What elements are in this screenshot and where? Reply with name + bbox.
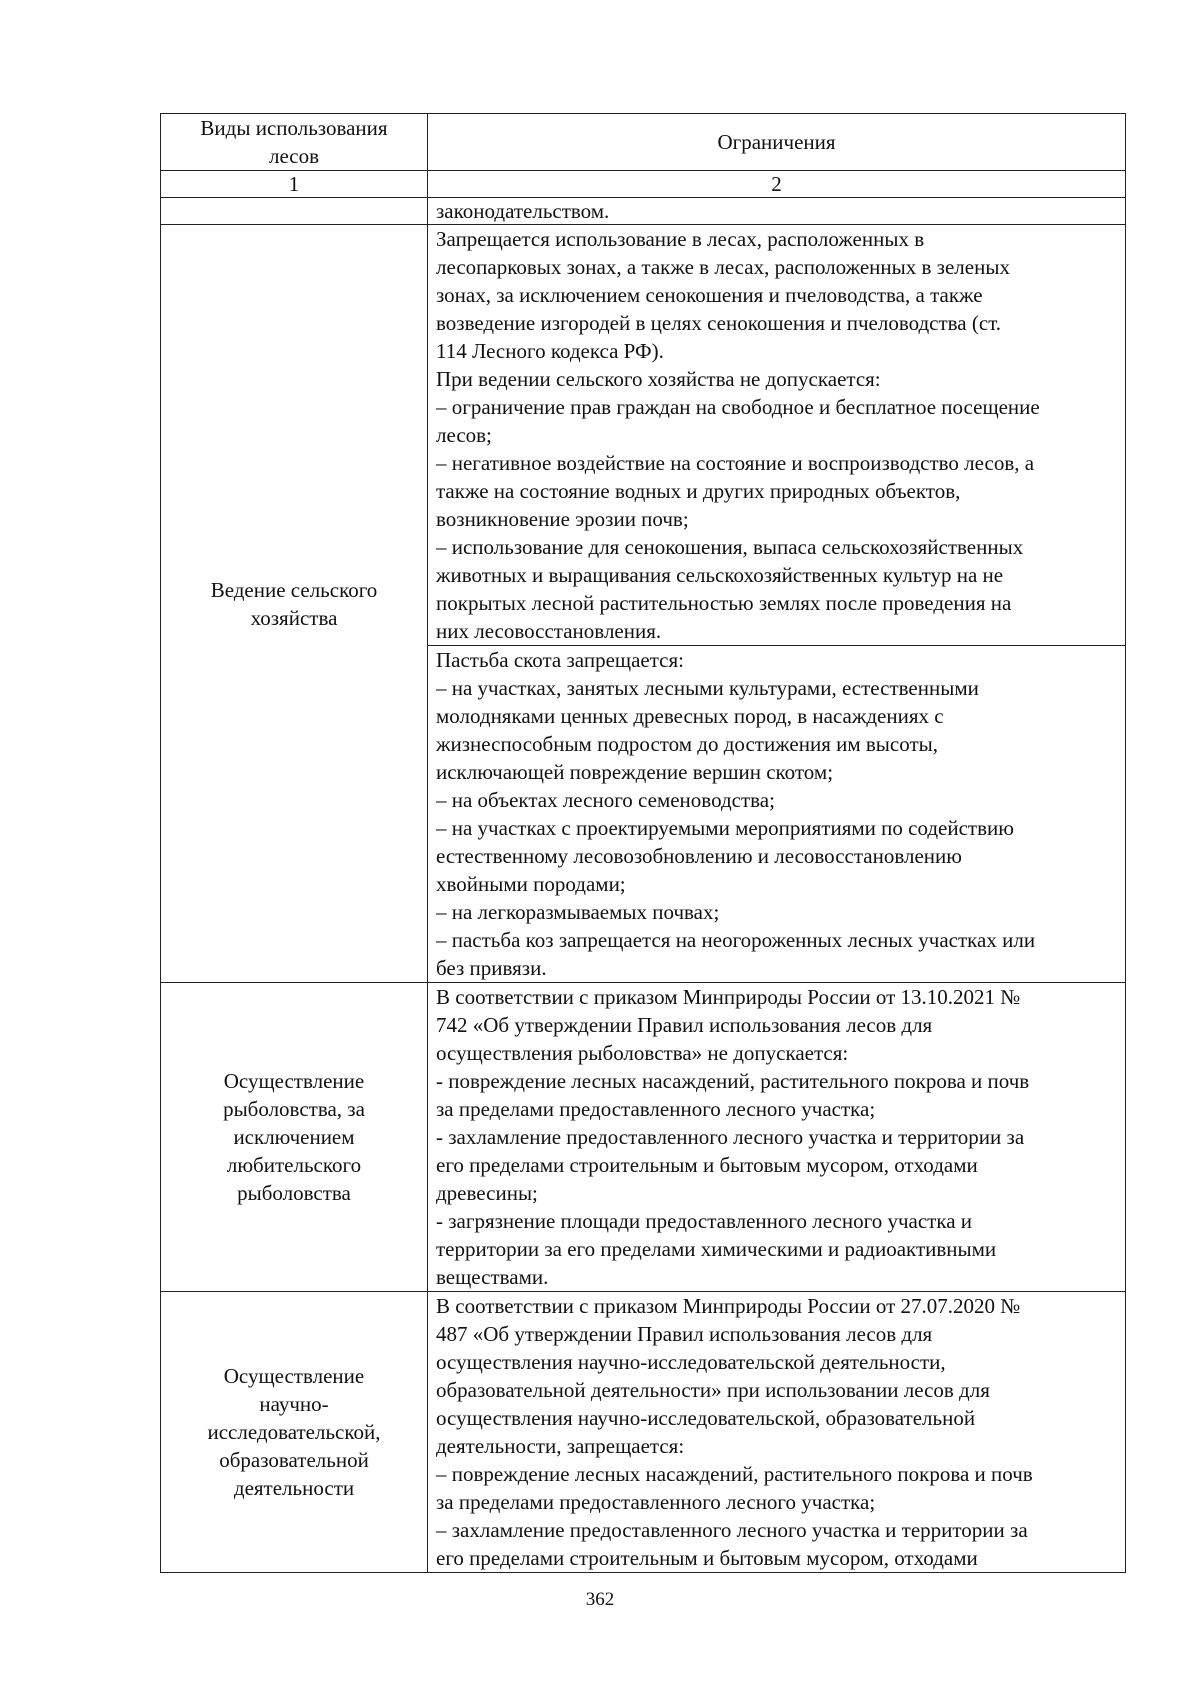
table-row (161, 225, 1126, 646)
column-number-row (161, 171, 1126, 198)
restriction-text-line: В соответствии с приказом Минприроды России от 13.10.2021 № (436, 985, 1021, 1009)
restriction-text-line: веществами. (436, 1265, 549, 1289)
land-use-restrictions-table (160, 113, 1126, 1573)
forest-use-type-line: хозяйства (250, 605, 338, 630)
restriction-text-line: возведение изгородей в целях сенокошения и пчеловодства (ст. (436, 311, 1002, 335)
forest-use-type-cell (161, 225, 428, 983)
restriction-text-line: возникновение эрозии почв; (436, 507, 689, 531)
restriction-text-line: его пределами строительным и бытовым мусором, отходами (436, 1153, 978, 1177)
restriction-text-line: – пастьба коз запрещается на неогороженных лесных участках или (436, 928, 1036, 952)
restriction-text-line: Запрещается использование в лесах, расположенных в (436, 227, 925, 251)
restriction-text-line: - захламление предоставленного лесного участка и территории за (436, 1125, 1025, 1149)
restriction-text-line: – использование для сенокошения, выпаса сельскохозяйственных (436, 535, 1024, 559)
forest-use-type-line: исключением (233, 1125, 355, 1149)
forest-use-type-line: Осуществление (223, 1364, 365, 1388)
restriction-text-line: – повреждение лесных насаждений, растительного покрова и почв (436, 1462, 1033, 1486)
header-cell-restrictions (428, 114, 1126, 171)
restriction-text-line: его пределами строительным и бытовым мусором, отходами (436, 1546, 978, 1570)
forest-use-type-line: образовательной (219, 1448, 369, 1472)
restriction-text-line: осуществления рыболовства» не допускается: (436, 1041, 849, 1065)
forest-use-type-line: рыболовства, за (223, 1097, 365, 1121)
restriction-text-line: также на состояние водных и других природных объектов, (436, 479, 961, 503)
restriction-text-line: естественному лесовозобновлению и лесовосстановлению (436, 844, 962, 868)
restriction-text-line: образовательной деятельности» при использовании лесов для (436, 1378, 990, 1402)
page-number: 362 (585, 1589, 615, 1610)
forest-use-type-line: научно- (259, 1392, 329, 1416)
restriction-text-line: древесины; (436, 1181, 538, 1205)
forest-use-type-line: деятельности (233, 1476, 355, 1500)
restriction-text-line: жизнеспособным подростом до достижения им высоты, (436, 732, 939, 756)
restriction-text-line: – на участках с проектируемыми мероприятиями по содействию (436, 816, 1014, 840)
restriction-text-line: них лесовосстановления. (436, 619, 662, 643)
forest-use-type-line: любительского (226, 1153, 362, 1177)
empty-cell (161, 198, 428, 225)
header-text-line: лесов (268, 144, 320, 168)
restrictions-cell (428, 1292, 1126, 1573)
forest-use-type-line: Осуществление (223, 1069, 365, 1093)
header-text-line: Виды использования (200, 116, 388, 140)
continuation-text: законодательством. (428, 198, 1126, 225)
forest-use-type-line: рыболовства (237, 1181, 351, 1205)
restriction-text-line: В соответствии с приказом Минприроды России от 27.07.2020 № (436, 1294, 1021, 1318)
restriction-text-line: молодняками ценных древесных пород, в насаждениях с (436, 704, 944, 728)
restriction-text-line: лесов; (436, 423, 492, 447)
table-row (161, 1292, 1126, 1573)
restriction-text-line: - повреждение лесных насаждений, растительного покрова и почв (436, 1069, 1030, 1093)
table-row (161, 983, 1126, 1292)
restriction-text-line: – захламление предоставленного лесного участка и территории за (436, 1518, 1028, 1542)
restriction-text-line: – негативное воздействие на состояние и воспроизводство лесов, а (436, 451, 1035, 475)
column-number-cell: 1 (161, 171, 428, 198)
forest-use-type-cell (161, 1292, 428, 1573)
restrictions-cell (428, 646, 1126, 983)
restriction-text-line: Пастьба скота запрещается: (436, 648, 684, 672)
forest-use-type-line: Ведение сельского (210, 577, 378, 602)
restriction-text-line: деятельности, запрещается: (436, 1434, 685, 1458)
continuation-row (161, 198, 1126, 225)
restriction-text-line: - загрязнение площади предоставленного лесного участка и (436, 1209, 973, 1233)
header-cell-forest-use-types (161, 114, 428, 171)
restriction-text-line: покрытых лесной растительностью землях после проведения на (436, 591, 1012, 615)
restriction-text-line: хвойными породами; (436, 872, 626, 896)
restriction-text-line: – на участках, занятых лесными культурами, естественными (436, 676, 979, 700)
header-text: Ограничения (717, 130, 836, 154)
header-row (161, 114, 1126, 171)
restriction-text-line: территории за его пределами химическими и радиоактивными (436, 1237, 997, 1261)
restriction-text-line: за пределами предоставленного лесного участка; (436, 1097, 876, 1121)
restriction-text-line: исключающей повреждение вершин скотом; (436, 760, 834, 784)
restrictions-cell (428, 225, 1126, 646)
restriction-text-line: лесопарковых зонах, а также в лесах, расположенных в зеленых (436, 255, 1010, 279)
restriction-text-line: При ведении сельского хозяйства не допускается: (436, 367, 881, 391)
restriction-text-line: – ограничение прав граждан на свободное и бесплатное посещение (436, 395, 1040, 419)
restriction-text-line: – на легкоразмываемых почвах; (436, 900, 720, 924)
restriction-text-line: 114 Лесного кодекса РФ). (436, 339, 664, 363)
restriction-text-line: 742 «Об утверждении Правил использования лесов для (436, 1013, 933, 1037)
restrictions-cell (428, 983, 1126, 1292)
forest-use-type-line: исследовательской, (207, 1420, 381, 1444)
column-number-cell: 2 (428, 171, 1126, 198)
restriction-text-line: животных и выращивания сельскохозяйственных культур на не (436, 563, 1004, 587)
restriction-text-line: за пределами предоставленного лесного участка; (436, 1490, 876, 1514)
forest-use-type-cell (161, 983, 428, 1292)
restriction-text-line: осуществления научно-исследовательской, образовательной (436, 1406, 976, 1430)
restriction-text-line: без привязи. (436, 956, 547, 980)
restriction-text-line: осуществления научно-исследовательской деятельности, (436, 1350, 946, 1374)
restriction-text-line: зонах, за исключением сенокошения и пчеловодства, а также (436, 283, 983, 307)
restriction-text-line: – на объектах лесного семеноводства; (436, 788, 775, 812)
restriction-text-line: 487 «Об утверждении Правил использования лесов для (436, 1322, 933, 1346)
